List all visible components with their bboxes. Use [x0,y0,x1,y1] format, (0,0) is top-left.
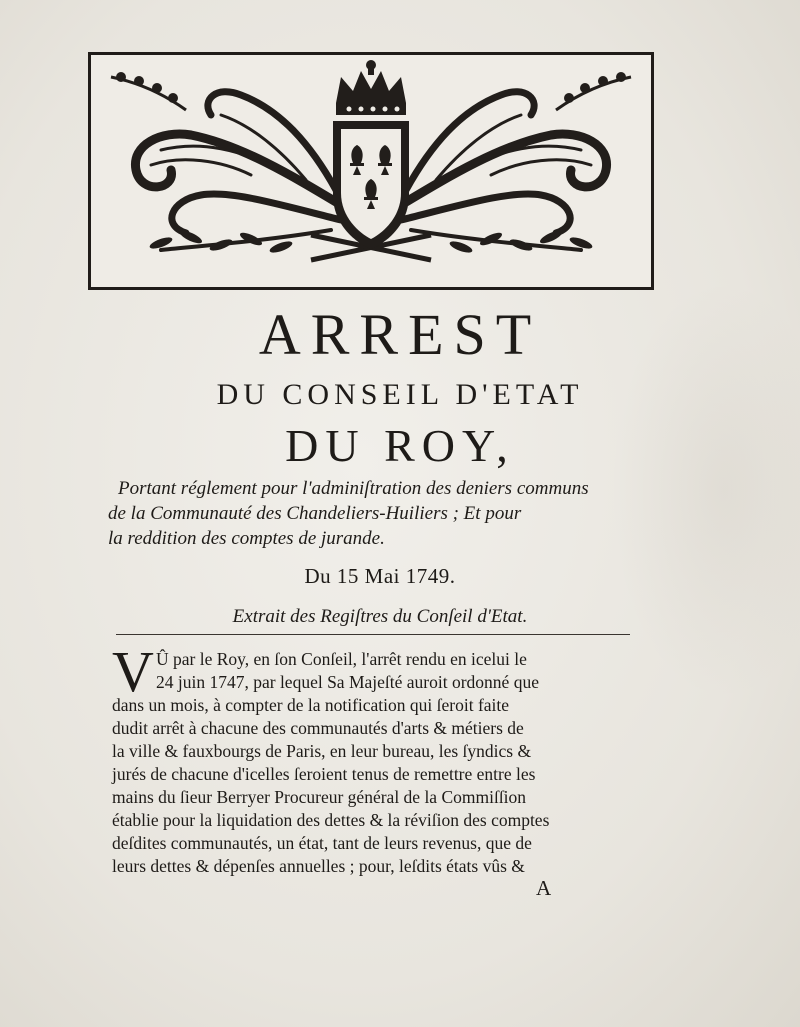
title: ARREST [258,302,542,367]
subtitle-line: de la Communauté des Chandeliers-Huiliers ; Et pour [108,503,522,524]
body-line: Û par le Roy, en ſon Conſeil, l'arrêt rendu en icelui le [156,649,527,669]
title-line-2: DU CONSEIL D'ETAT [216,378,584,411]
subtitle-line: la reddition des comptes de jurande. [108,528,385,549]
headpiece-ornament [88,52,654,290]
subtitle [108,476,668,551]
body-line: deſdites communautés, un état, tant de leurs revenus, que de [112,833,532,853]
body-line: établie pour la liquidation des dettes & la réviſion des comptes [112,810,550,830]
body-line: jurés de chacune d'icelles ſeroient tenus de remettre entre les [112,764,536,784]
date: Du 15 Mai 1749. [304,564,456,588]
body-line: mains du ſieur Berryer Procureur général de la Commiſſion [112,787,527,807]
body-line: dans un mois, à compter de la notification qui ſeroit faite [112,695,510,715]
signature-mark: A [536,876,552,900]
body-line: leurs dettes & dépenſes annuelles ; pour, leſdits états vûs & [112,856,525,876]
body-line: dudit arrêt à chacune des communautés d'arts & métiers de [112,718,524,738]
subtitle-line: Portant réglement pour l'adminiſtration des deniers communs [118,478,589,499]
title-line-3: DU ROY, [285,420,515,471]
royal-arms-icon [91,55,651,287]
divider [116,634,630,635]
extract-heading: Extrait des Regiſtres du Conſeil d'Etat. [232,606,528,627]
body-line: la ville & fauxbourgs de Paris, en leur bureau, les ſyndics & [112,741,532,761]
body-line: 24 juin 1747, par lequel Sa Majeſté auroit ordonné que [156,672,539,692]
drop-cap: V [112,639,154,704]
